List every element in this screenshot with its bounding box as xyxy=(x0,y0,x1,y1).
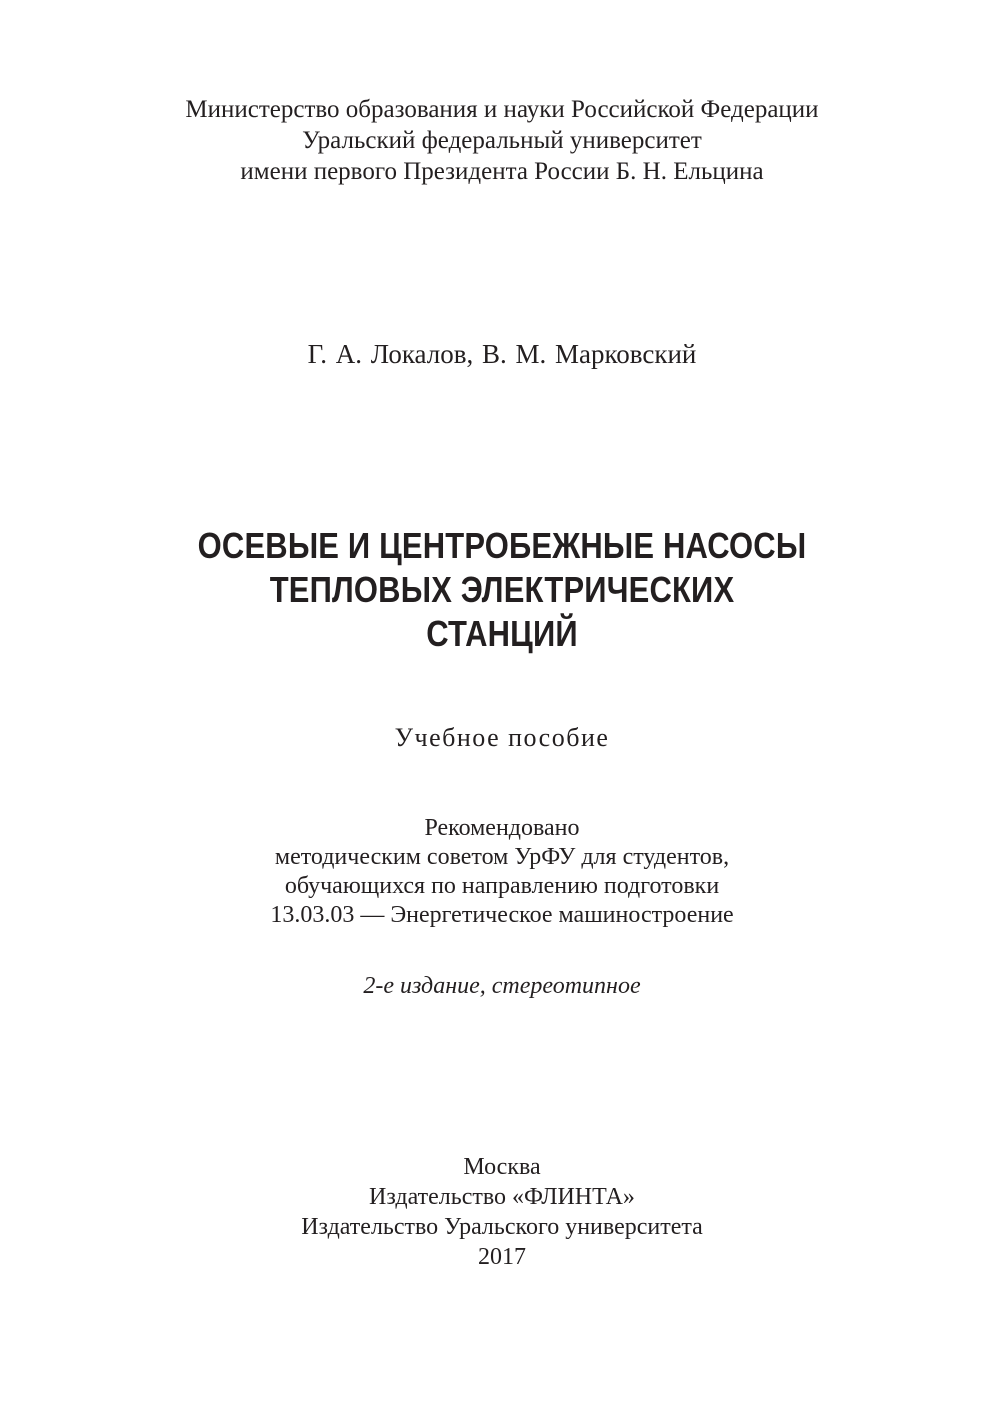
imprint-publisher-2: Издательство Уральского университета xyxy=(301,1214,703,1240)
imprint xyxy=(0,1152,1004,1272)
recommendation-line-1: Рекомендовано xyxy=(424,815,580,841)
imprint-publisher-1: Издательство «ФЛИНТА» xyxy=(369,1184,635,1210)
recommendation-line-4: 13.03.03 — Энергетическое машиностроение xyxy=(270,902,734,928)
recommendation-line-2: методическим советом УрФУ для студентов, xyxy=(274,844,730,870)
recommendation-line-3: обучающихся по направлению подготовки xyxy=(284,873,720,899)
imprint-city: Москва xyxy=(463,1154,541,1180)
ministry-line: Министерство образования и науки Российской Федерации xyxy=(185,96,819,123)
title-line-3: СТАНЦИЙ xyxy=(426,613,578,654)
authors: Г. А. Локалов, В. М. Марковский xyxy=(307,339,697,369)
book-subtitle: Учебное пособие xyxy=(394,723,610,752)
book-title xyxy=(70,524,933,656)
title-line-2: ТЕПЛОВЫХ ЭЛЕКТРИЧЕСКИХ xyxy=(269,569,735,610)
university-name-line: имени первого Президента России Б. Н. Ельцина xyxy=(240,158,764,185)
organization-header xyxy=(0,94,1004,187)
imprint-year: 2017 xyxy=(478,1244,526,1270)
title-line-1: ОСЕВЫЕ И ЦЕНТРОБЕЖНЫЕ НАСОСЫ xyxy=(197,525,807,566)
edition-note: 2-е издание, стереотипное xyxy=(363,973,641,999)
university-line: Уральский федеральный университет xyxy=(302,127,702,154)
recommendation xyxy=(0,814,1004,930)
